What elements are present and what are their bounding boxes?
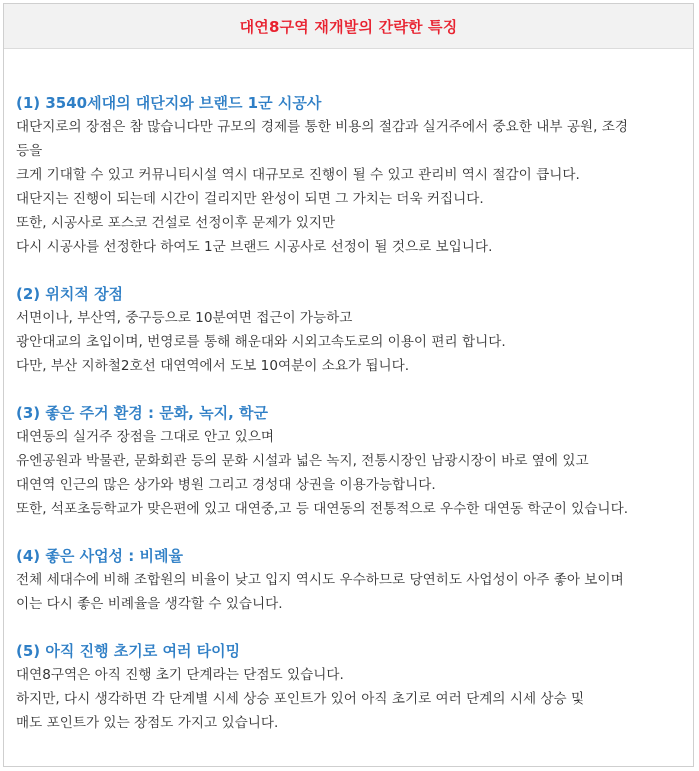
text-line: 또한, 석포초등학교가 맞은편에 있고 대연중,고 등 대연동의 전통적으로 우수한 대연동 학군이 있습니다. bbox=[16, 501, 629, 517]
text-line: 대연역 인근의 많은 상가와 병원 그리고 경성대 상권을 이용가능합니다. bbox=[16, 477, 436, 493]
text-line: 또한, 시공사로 포스코 건설로 선정이후 문제가 있지만 bbox=[16, 215, 336, 231]
text-line: 대연8구역은 아직 진행 초기 단계라는 단점도 있습니다. bbox=[16, 667, 344, 683]
text-line: 대단지로의 장점은 참 많습니다만 규모의 경제를 통한 비용의 절감과 실거주에서 중요한 내부 공원, 조경 bbox=[16, 119, 629, 135]
section-2 bbox=[16, 282, 681, 378]
section-title: (1) 3540세대의 대단지와 브랜드 1군 시공사 bbox=[16, 94, 322, 112]
section-title: (3) 좋은 주거 환경 : 문화, 녹지, 학군 bbox=[16, 404, 268, 422]
text-line: 대단지는 진행이 되는데 시간이 걸리지만 완성이 되면 그 가치는 더욱 커집니다. bbox=[16, 191, 484, 207]
section-1 bbox=[16, 91, 681, 259]
text-line: 광안대교의 초입이며, 번영로를 통해 해운대와 시외고속도로의 이용이 편리 합니다. bbox=[16, 334, 506, 350]
section-4 bbox=[16, 544, 681, 616]
section-title: (4) 좋은 사업성 : 비례율 bbox=[16, 547, 183, 565]
text-line: 서면이나, 부산역, 중구등으로 10분여면 접근이 가능하고 bbox=[16, 310, 353, 326]
text-line: 대연동의 실거주 장점을 그대로 안고 있으며 bbox=[16, 429, 274, 445]
text-line: 다만, 부산 지하철2호선 대연역에서 도보 10여분이 소요가 됩니다. bbox=[16, 358, 410, 374]
text-line: 매도 포인트가 있는 장점도 가지고 있습니다. bbox=[16, 715, 279, 731]
article-box bbox=[3, 3, 694, 767]
text-line: 유엔공원과 박물관, 문화회관 등의 문화 시설과 넓은 녹지, 전통시장인 남광시장이 바로 옆에 있고 bbox=[16, 453, 589, 469]
content-area bbox=[4, 49, 693, 735]
text-line: 등을 bbox=[16, 143, 43, 159]
text-line: 이는 다시 좋은 비례율을 생각할 수 있습니다. bbox=[16, 596, 283, 612]
text-line: 전체 세대수에 비해 조합원의 비율이 낮고 입지 역시도 우수하므로 당연히도 사업성이 아주 좋아 보이며 bbox=[16, 572, 624, 588]
text-line: 크게 기대할 수 있고 커뮤니티시설 역시 대규모로 진행이 될 수 있고 관리비 역시 절감이 큽니다. bbox=[16, 167, 580, 183]
section-title: (5) 아직 진행 초기로 여러 타이밍 bbox=[16, 642, 241, 660]
text-line: 하지만, 다시 생각하면 각 단계별 시세 상승 포인트가 있어 아직 초기로 여러 단계의 시세 상승 및 bbox=[16, 691, 585, 707]
page-title: 대연8구역 재개발의 간략한 특징 bbox=[239, 17, 458, 36]
header-bar bbox=[4, 4, 693, 49]
section-3 bbox=[16, 401, 681, 521]
text-line: 다시 시공사를 선정한다 하여도 1군 브랜드 시공사로 선정이 될 것으로 보입니다. bbox=[16, 239, 493, 255]
section-title: (2) 위치적 장점 bbox=[16, 285, 124, 303]
section-5 bbox=[16, 639, 681, 735]
